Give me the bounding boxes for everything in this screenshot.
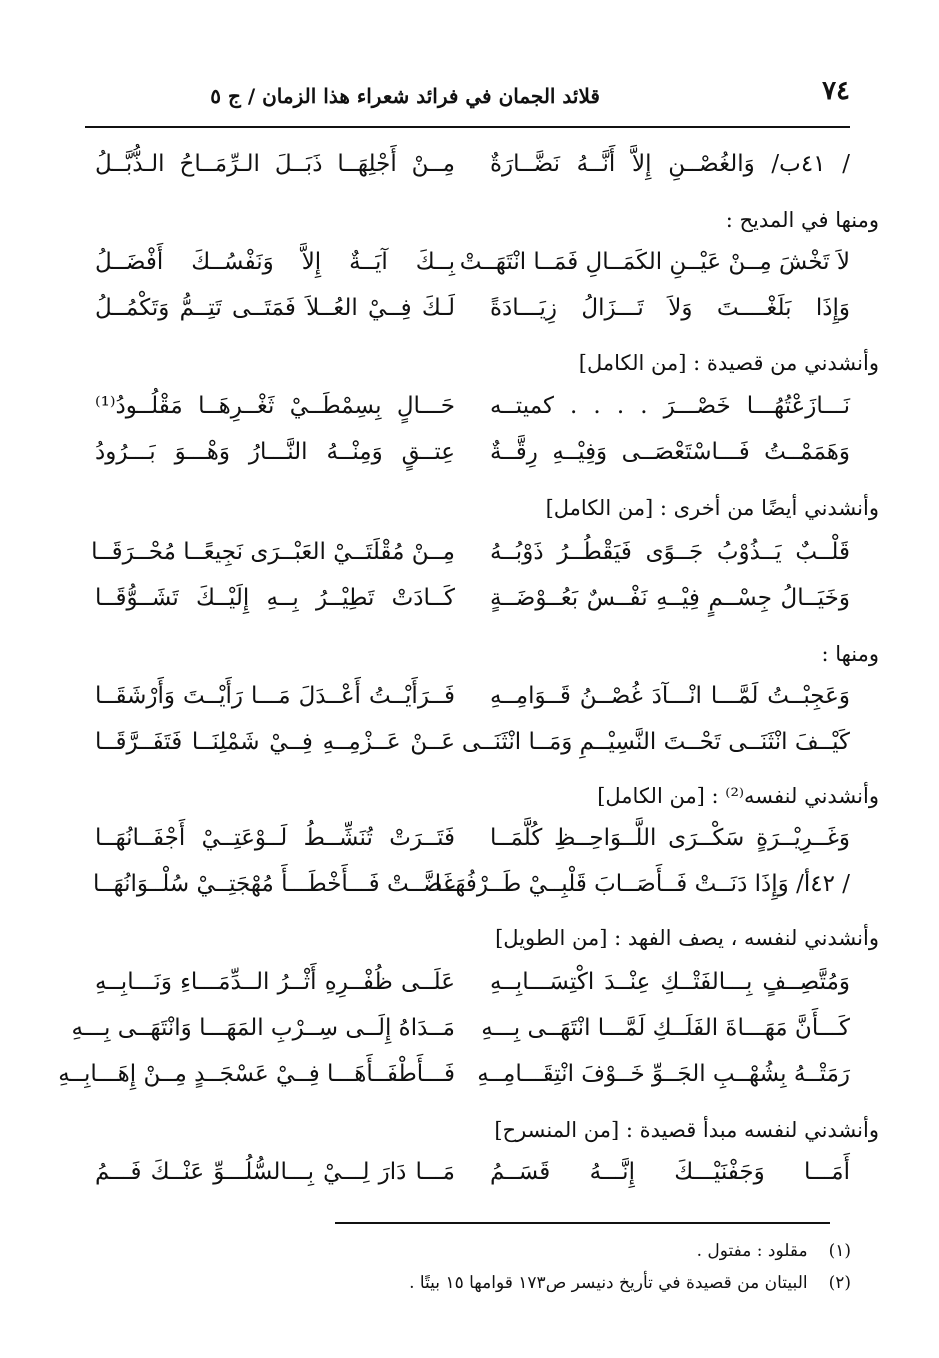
verse-second-hemistich: مَــدَاهُ إِلَــى سِــرْبِ المَهَـــا وَانْتَهَــى بِـــهِ: [71, 1015, 455, 1041]
verse-second-hemistich: كَــادَتْ تَطِيْــرُ بِــهِ إِلَيْــكَ تَشَــوُّقَــا: [95, 585, 455, 611]
verse-second-hemistich: فَــرَأَيْــتُ أَعْــدَلَ مَـــا رَأَيْــتَ وَأَرْشَقَــا: [95, 683, 455, 709]
verse-first-hemistich: لاَ تَخْشَ مِــنْ عَيْــنِ الكَمَــالِ فَمَــا انْتَهَــتْ: [459, 249, 850, 275]
verse-first-hemistich: وَغَــرِيْــرَةٍ سَكْــرَى اللَّــوَاحِــظِ كُلَّمَــا: [490, 825, 850, 851]
verse-first-hemistich: نَـــازَعْتُهُـــا خَصْـــرَ . . . . كميتــه: [490, 393, 850, 419]
verse-second-hemistich: بِــكَ آيَــةٌ إِلاَّ وَنَفْسُــكَ أَفْضَــلُ: [95, 249, 455, 275]
verse-line: [80, 960, 850, 1004]
verse-second-hemistich: عَلَــى ظُفْــرِهِ أَثْــرُ الــدِّمَـــاءِ وَنَـــابِــهِ: [95, 969, 455, 995]
verse-line: [80, 720, 850, 764]
section-intro: ومنها :: [821, 642, 879, 666]
footnote-number: (١): [828, 1241, 851, 1261]
verse-second-hemistich: مَـــا دَارَ لِـــيْ بِـــالسُّلُـــوِّ عَنْــكَ فَـــمُ: [95, 1159, 455, 1185]
verse-line: [71, 1006, 850, 1050]
verse-line: [80, 1150, 850, 1194]
verse-first-hemistich: وَمُتَّصِــفٍ بِـــالفَتْــكِ عِنْــدَ اكْتِسَـــابِــهِ: [490, 969, 850, 995]
page-header: [85, 70, 850, 128]
verse-line: [80, 142, 850, 186]
page-number: ٧٤: [822, 76, 850, 106]
verse-line: [80, 530, 850, 574]
verse-second-hemistich: فَـــأَطْفَــأَهَـــا فِــيْ عَسْجَــدٍ مِــنْ إِهَـــابِــهِ: [58, 1061, 455, 1087]
verse-first-hemistich: / ٤٢أ/ وَإِذَا دَنَــتْ فَــأَصَــابَ قَلْبِــيْ طَــرْفُهَــا: [434, 871, 850, 897]
section-intro: وأنشدني لنفسه ، يصف الفهد : [من الطويل]: [495, 926, 879, 950]
verse-line: [80, 384, 850, 428]
section-intro: وأنشدني من قصيدة : [من الكامل]: [578, 351, 879, 375]
verse-first-hemistich: وَخَيَــالُ جِسْــمٍ فِيْــهِ نَفْــسٌ بَعُــوْضَــةٍ: [490, 585, 850, 611]
footnote: [697, 1236, 851, 1266]
section-intro: وأنشدني لنفسه مبدأ قصيدة : [من المنسرح]: [494, 1118, 879, 1142]
section-intro: وأنشدني أيضًا من أخرى : [من الكامل]: [545, 496, 879, 520]
footnote: [409, 1268, 851, 1298]
verse-line: [80, 240, 850, 284]
section-intro: وأنشدني لنفسه⁽²⁾ : [من الكامل]: [597, 784, 879, 808]
verse-second-hemistich: لَـكَ فِــيْ العُــلاَ فَمَتَــى تَتِــمُّ وَتَكْمُــلُ: [95, 295, 455, 321]
verse-line: [80, 862, 850, 906]
verse-line: [58, 1052, 850, 1096]
footnote-text: البيتان من قصيدة في تأريخ دنيسر ص١٧٣ قوامها ١٥ بيتًا .: [409, 1273, 808, 1293]
verse-first-hemistich: قَلْــبٌ يَــذُوْبُ جَــوًى فَيَقْطُــرُ ذَوْبُــهُ: [490, 539, 850, 565]
verse-first-hemistich: وَإِذَا بَلَغْــــتَ وَلاَ تَـــزَالُ زِيَـــادَةً: [490, 295, 850, 321]
verse-first-hemistich: كَيْــفَ انْثَنَــى تَحْــتَ النَّسِيْــمِ وَمَــا انْثَنَــى: [461, 729, 850, 755]
verse-second-hemistich: مِــنْ أَجْلِهَــا ذَبَــلَ الـرِّمَــاحُ الـذُّبَّــلُ: [95, 151, 455, 177]
verse-second-hemistich: مِــنْ مُقْلَتَــيْ العَبْــرَى نَجِيعًــا مُحْــرَقَــا: [91, 539, 455, 565]
verse-second-hemistich: عَــنْ عَــزْمِــهِ فِــيْ شَمْلِنَــا فَتَفَــرَّقَــا: [95, 729, 455, 755]
verse-second-hemistich: عِتــقٍ وَمِنْــهُ النَّـــارُ وَهْـــوَ بَـــرُودُ: [95, 439, 455, 465]
verse-line: [80, 430, 850, 474]
verse-first-hemistich: / ٤١ب/ وَالغُصْــنِ إِلاَّ أَنَّــهُ نَضَّــارَةٌ: [490, 151, 850, 177]
verse-second-hemistich: غَضَّــتْ فَـــأَخْطَـــأَ مُهْجَتِــيْ سُلْــوَانُهَــا: [93, 871, 455, 897]
verse-second-hemistich: حَـــالٍ بِسِمْطَــيْ ثَغْــرِهَــا مَقْلُــودُ⁽¹⁾: [95, 393, 455, 419]
verse-line: [80, 286, 850, 330]
section-intro: ومنها في المديح :: [725, 208, 879, 232]
verse-line: [80, 674, 850, 718]
verse-line: [80, 576, 850, 620]
verse-first-hemistich: كَـــأَنَّ مَهَـــاةَ الفَلَــكِ لَمَّـــا انْتَهَــى بِـــهِ: [481, 1015, 850, 1041]
verse-line: [80, 816, 850, 860]
footnote-number: (٢): [828, 1273, 851, 1293]
verse-second-hemistich: فَتَــرَتْ تُنَشِّــطُ لَــوْعَتِــيْ أَجْفَــانُهَــا: [95, 825, 455, 851]
verse-first-hemistich: وَهَمَمْــتُ فَـــاسْتَعْصَــى وَفِيْــهِ رِقَّــةٌ: [490, 439, 850, 465]
verse-first-hemistich: وَعَجِبْــتُ لَمَّـــا انْـــآدَ غُصْــنُ قَــوَامِــهِ: [490, 683, 850, 709]
running-title: قلائد الجمان في فرائد شعراء هذا الزمان / ج ٥: [210, 84, 600, 108]
footnote-text: مقلود : مفتول .: [696, 1241, 808, 1261]
verse-first-hemistich: رَمَتْــهُ بِشُهْــبِ الجَــوِّ خَــوْفَ انْتِقَـــامِــهِ: [477, 1061, 850, 1087]
footnote-divider: [335, 1222, 830, 1224]
verse-first-hemistich: أَمَـــا وَجَفْنَيْـــكَ إِنَّـــهُ قَسَــمُ: [490, 1159, 850, 1185]
